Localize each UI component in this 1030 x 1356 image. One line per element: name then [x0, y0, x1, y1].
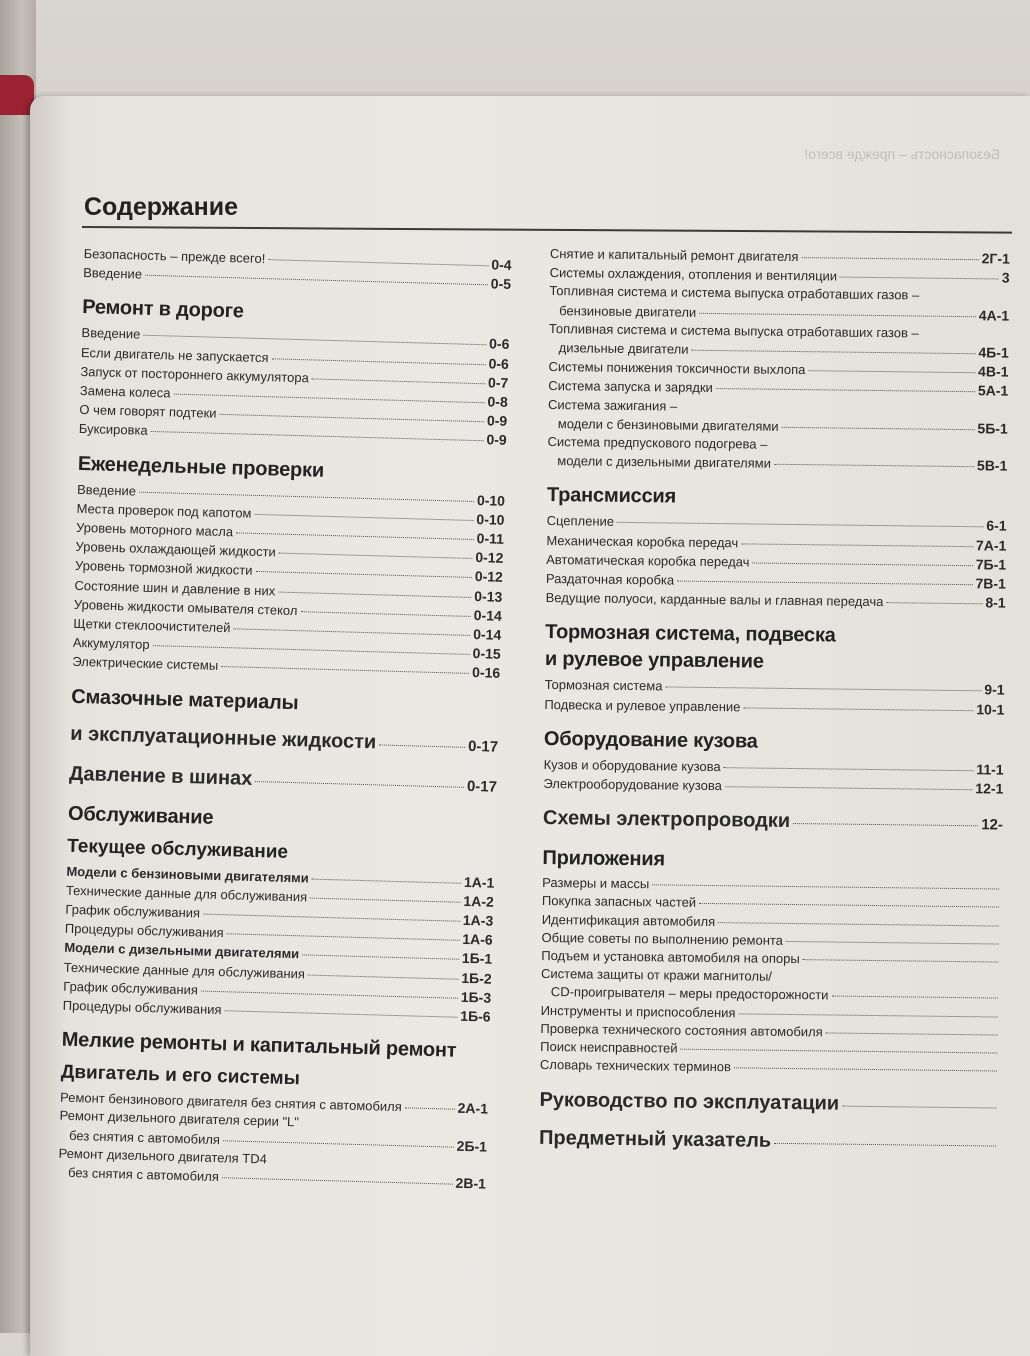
toc-page-number: 0-16	[471, 664, 501, 682]
toc-entry-label: Введение	[82, 265, 143, 282]
toc-section-heading: Еженедельные проверки	[77, 452, 325, 482]
toc-page-number: 7А-1	[975, 536, 1007, 554]
toc-entry-label: Модели с дизельными двигателями	[64, 940, 300, 962]
toc-section-heading: Ремонт в дороге	[81, 296, 245, 323]
dot-leader	[302, 955, 459, 960]
dot-leader	[741, 543, 973, 547]
toc-section-heading: и рулевое управление	[544, 648, 764, 674]
toc-entry-label: О чем говорят подтеки	[79, 402, 217, 421]
dot-leader	[803, 959, 999, 962]
dot-leader	[692, 350, 976, 354]
dot-leader	[201, 990, 458, 998]
toc-page-number: 10-1	[976, 700, 1005, 718]
dot-leader	[379, 744, 465, 747]
dot-leader	[801, 257, 978, 260]
toc-page-number: 8-1	[985, 594, 1006, 611]
toc-page-number: 0-17	[467, 737, 499, 756]
toc-page-number: 1А-3	[462, 911, 494, 929]
toc-entry-label: Раздаточная коробка	[545, 571, 675, 588]
toc-entry-line: Топливная система и система выпуска отработавших газов –	[549, 283, 920, 303]
toc-page-number: 0-6	[488, 335, 510, 353]
dot-leader	[254, 514, 473, 521]
toc-entry-label: Подвеска и рулевое управление	[544, 696, 741, 715]
toc-page-number: 1Б-2	[461, 969, 492, 987]
dot-leader	[716, 388, 975, 392]
toc-entry-label: Введение	[76, 481, 137, 499]
dot-leader	[221, 666, 469, 674]
toc-entry-label: Замена колеса	[79, 382, 171, 401]
contents-left-column	[58, 244, 512, 1194]
toc-entry-label: Системы понижения токсичности выхлопа	[548, 359, 806, 378]
dot-leader	[153, 645, 470, 655]
dot-leader	[310, 897, 460, 902]
toc-page-number: 0-5	[490, 275, 512, 293]
toc-entry-label: Инструменты и приспособления	[540, 1002, 736, 1021]
toc-entry-label: без снятия с автомобиля	[68, 1127, 221, 1147]
toc-entry	[70, 720, 499, 760]
dot-leader	[782, 427, 975, 430]
toc-page-number: 2Г-1	[981, 250, 1010, 267]
dot-leader	[312, 878, 461, 883]
toc-page-number: 0-10	[476, 491, 506, 509]
dot-leader	[255, 781, 464, 788]
toc-entry-label: Словарь технических терминов	[539, 1057, 732, 1075]
toc-entry	[69, 760, 498, 800]
toc-entry-label: CD-проигрывателя – меры предосторожности	[550, 984, 829, 1003]
toc-entry-label: модели с бензиновыми двигателями	[557, 415, 779, 434]
dot-leader	[774, 464, 974, 467]
bleed-through-header: Безопасность – прежде всего!	[804, 146, 1000, 162]
dot-leader	[677, 581, 972, 586]
toc-entry-label: График обслуживания	[63, 978, 199, 998]
dot-leader	[724, 767, 974, 771]
toc-page-number: 2В-1	[455, 1174, 487, 1192]
dot-leader	[718, 922, 999, 926]
toc-subsection-heading: Двигатель и его системы	[60, 1061, 301, 1090]
toc-entry-label: Места проверок под капотом	[76, 500, 252, 521]
toc-entry-label: Ремонт бензинового двигателя без снятия с автомобиля	[59, 1089, 403, 1115]
dot-leader	[808, 370, 975, 373]
dot-leader	[752, 562, 972, 566]
toc-entry-line: Ремонт дизельного двигателя TD4	[58, 1145, 268, 1167]
dot-leader	[268, 259, 488, 266]
toc-entry-label: Уровень моторного масла	[75, 519, 234, 540]
dot-leader	[272, 358, 486, 365]
dot-leader	[308, 974, 458, 979]
toc-entry-label: Проверка технического состояния автомобиля	[540, 1020, 823, 1040]
toc-entry-label: Аккумулятор	[72, 635, 150, 653]
toc-entry-label: Поиск неисправностей	[540, 1039, 678, 1056]
dot-leader	[842, 1105, 996, 1108]
toc-page-number: 0-12	[475, 549, 504, 567]
toc-page-number: 0-11	[476, 530, 505, 547]
toc-entry-label: Предметный указатель	[538, 1126, 772, 1152]
toc-page-number: 0-4	[491, 256, 512, 273]
toc-section-heading: Трансмиссия	[546, 484, 677, 508]
dot-leader	[300, 611, 470, 617]
toc-entry-label: Размеры и массы	[542, 875, 650, 892]
toc-entry-label: Снятие и капитальный ремонт двигателя	[549, 245, 799, 265]
dot-leader	[699, 312, 976, 316]
toc-section-heading: Оборудование кузова	[543, 727, 758, 753]
toc-entry-label: Технические данные для обслуживания	[65, 882, 308, 905]
toc-page-number: 0-9	[486, 412, 508, 430]
toc-entry-label: Подъем и установка автомобиля на опоры	[541, 948, 800, 967]
dot-leader	[886, 602, 982, 604]
toc-entry-line: Топливная система и система выпуска отработавших газов –	[548, 320, 919, 341]
toc-page-number: 0-14	[473, 606, 503, 624]
toc-page-number: 0-13	[474, 587, 503, 605]
toc-entry-label: Уровень жидкости омывателя стекол	[73, 596, 298, 618]
toc-entry-label: График обслуживания	[65, 901, 201, 921]
toc-entry-label: Технические данные для обслуживания	[63, 959, 306, 982]
toc-entry-label: и эксплуатационные жидкости	[70, 722, 377, 754]
toc-page-number: 11-1	[976, 761, 1004, 778]
toc-page-number: 6-1	[986, 517, 1007, 535]
toc-page-number: 1Б-3	[460, 988, 492, 1006]
toc-page-number: 4А-1	[978, 306, 1010, 324]
dot-leader	[793, 823, 978, 826]
toc-page-number: 0-8	[487, 393, 508, 410]
toc-section-heading: Приложения	[542, 847, 665, 871]
toc-page-number: 2Б-1	[456, 1137, 488, 1155]
toc-section-heading: Тормозная система, подвеска	[545, 621, 836, 647]
dot-leader	[223, 1140, 454, 1147]
toc-entry-label: Идентификация автомобиля	[541, 911, 716, 929]
toc-page-number: 2А-1	[457, 1100, 489, 1117]
dot-leader	[219, 414, 483, 422]
toc-page-number: 4В-1	[978, 363, 1009, 380]
dot-leader	[236, 532, 474, 540]
toc-entry	[543, 805, 1003, 839]
toc-page-number: 1А-2	[463, 892, 495, 910]
toc-page-number: 0-17	[466, 777, 498, 796]
toc-entry-label: бензиновые двигатели	[559, 302, 697, 320]
dot-leader	[681, 1049, 998, 1054]
dot-leader	[225, 1010, 458, 1018]
dot-leader	[840, 277, 999, 280]
toc-entry-label: Запуск от постороннего аккумулятора	[80, 363, 310, 386]
toc-page-number: 7В-1	[975, 575, 1006, 592]
toc-entry-label: Автоматическая коробка передач	[546, 551, 750, 570]
toc-entry-label: Давление в шинах	[68, 762, 253, 790]
toc-entry-label: Введение	[81, 325, 141, 343]
dot-leader	[227, 934, 460, 941]
dot-leader	[665, 687, 981, 692]
dot-leader	[222, 1177, 453, 1184]
dot-leader	[145, 275, 488, 286]
dot-leader	[652, 885, 999, 890]
dot-leader	[774, 1142, 996, 1146]
toc-entry-label: Если двигатель не запускается	[80, 344, 269, 365]
dot-leader	[255, 571, 471, 578]
toc-entry-label: Кузов и оборудование кузова	[543, 756, 721, 774]
toc-entry-label: Ведущие полуоси, карданные валы и главная передача	[545, 590, 884, 610]
toc-page-number: 4Б-1	[978, 344, 1009, 361]
toc-entry-label: Процедуры обслуживания	[62, 997, 222, 1018]
toc-page-number: 1Б-1	[461, 950, 493, 968]
toc-entry-label: Электрические системы	[72, 654, 219, 674]
toc-entry-label: без снятия с автомобиля	[67, 1165, 220, 1185]
toc-entry-label: Руководство по эксплуатации	[539, 1088, 840, 1115]
toc-entry-label: Покупка запасных частей	[541, 893, 697, 911]
dot-leader	[831, 996, 997, 999]
toc-entry-label: Состояние шин и давление в них	[74, 577, 276, 599]
toc-entry-line: Система предпускового подогрева –	[547, 434, 768, 452]
toc-page-number: 9-1	[984, 681, 1005, 699]
toc-entry-line: Система зажигания –	[547, 396, 678, 414]
page-title: Содержание	[84, 193, 239, 221]
dot-leader	[699, 903, 999, 908]
toc-entry-label: Процедуры обслуживания	[64, 921, 224, 941]
toc-section-heading: Обслуживание	[67, 802, 214, 829]
toc-entry-label: Сцепление	[546, 513, 615, 530]
dot-leader	[743, 707, 973, 711]
toc-entry-line: Система защиты от кражи магнитолы/	[540, 966, 773, 985]
dot-leader	[786, 941, 999, 945]
book-cover-edge	[0, 75, 34, 115]
toc-entry-line: Ремонт дизельного двигателя серии "L"	[59, 1108, 300, 1130]
dot-leader	[143, 335, 486, 346]
toc-page-number: 12-	[981, 816, 1004, 834]
toc-entry-label: Система запуска и зарядки	[548, 378, 713, 396]
toc-page-number: 0-14	[473, 626, 502, 643]
toc-page-number: 1А-6	[462, 931, 493, 948]
dot-leader	[734, 1068, 997, 1072]
toc-entry-label: Модели с бензиновыми двигателями	[66, 863, 309, 886]
dot-leader	[203, 914, 460, 922]
toc-entry-label: Системы охлаждения, отопления и вентиляции	[549, 265, 838, 284]
toc-page-number: 0-12	[474, 568, 504, 586]
toc-page-number: 5Б-1	[977, 420, 1008, 437]
toc-entry-label: Уровень тормозной жидкости	[74, 558, 253, 579]
toc-entry-label: Механическая коробка передач	[546, 532, 739, 550]
toc-entry-label: Уровень охлаждающей жидкости	[75, 539, 277, 560]
toc-page-number: 3	[1001, 269, 1010, 286]
toc-entry-label: Схемы электропроводки	[542, 807, 791, 833]
toc-entry-label: Щетки стеклоочистителей	[73, 615, 231, 636]
dot-leader	[278, 591, 471, 597]
dot-leader	[405, 1108, 455, 1110]
dot-leader	[312, 378, 485, 384]
dot-leader	[139, 491, 474, 501]
toc-section-heading: Мелкие ремонты и капитальный ремонт	[61, 1028, 457, 1062]
dot-leader	[234, 628, 471, 636]
toc-entry-label: дизельные двигатели	[558, 340, 689, 357]
toc-page-number: 5В-1	[976, 457, 1008, 474]
toc-page-number: 5А-1	[977, 382, 1009, 400]
toc-page-number: 12-1	[975, 780, 1004, 797]
toc-page-number: 7Б-1	[975, 556, 1007, 573]
toc-page-number: 1Б-6	[460, 1007, 491, 1025]
toc-entry	[539, 1086, 999, 1118]
dot-leader	[617, 522, 983, 527]
dot-leader	[151, 431, 484, 441]
toc-page-number: 0-7	[487, 374, 509, 391]
toc-page-number: 0-10	[476, 510, 505, 528]
dot-leader	[173, 394, 484, 404]
toc-page-number: 0-6	[488, 354, 510, 372]
toc-entry-label: Буксировка	[78, 421, 148, 439]
toc-entry-label: модели с дизельными двигателями	[557, 453, 772, 471]
toc-section-heading: Смазочные материалы	[71, 685, 299, 714]
toc-page-number: 0-15	[472, 645, 501, 663]
toc-entry-label: Общие советы по выполнению ремонта	[541, 929, 784, 948]
dot-leader	[826, 1032, 998, 1035]
contents-right-column	[539, 244, 1010, 1156]
toc-entry-label: Электрооборудование кузова	[543, 776, 722, 794]
dot-leader	[725, 786, 972, 790]
toc-entry-label: Безопасность – прежде всего!	[83, 245, 266, 267]
toc-page-number: 0-9	[486, 431, 507, 449]
toc-entry-label: Тормозная система	[544, 677, 663, 694]
dot-leader	[279, 553, 473, 559]
toc-subsection-heading: Текущее обслуживание	[66, 835, 289, 863]
dot-leader	[738, 1013, 997, 1017]
toc-page-number: 1А-1	[463, 873, 495, 891]
